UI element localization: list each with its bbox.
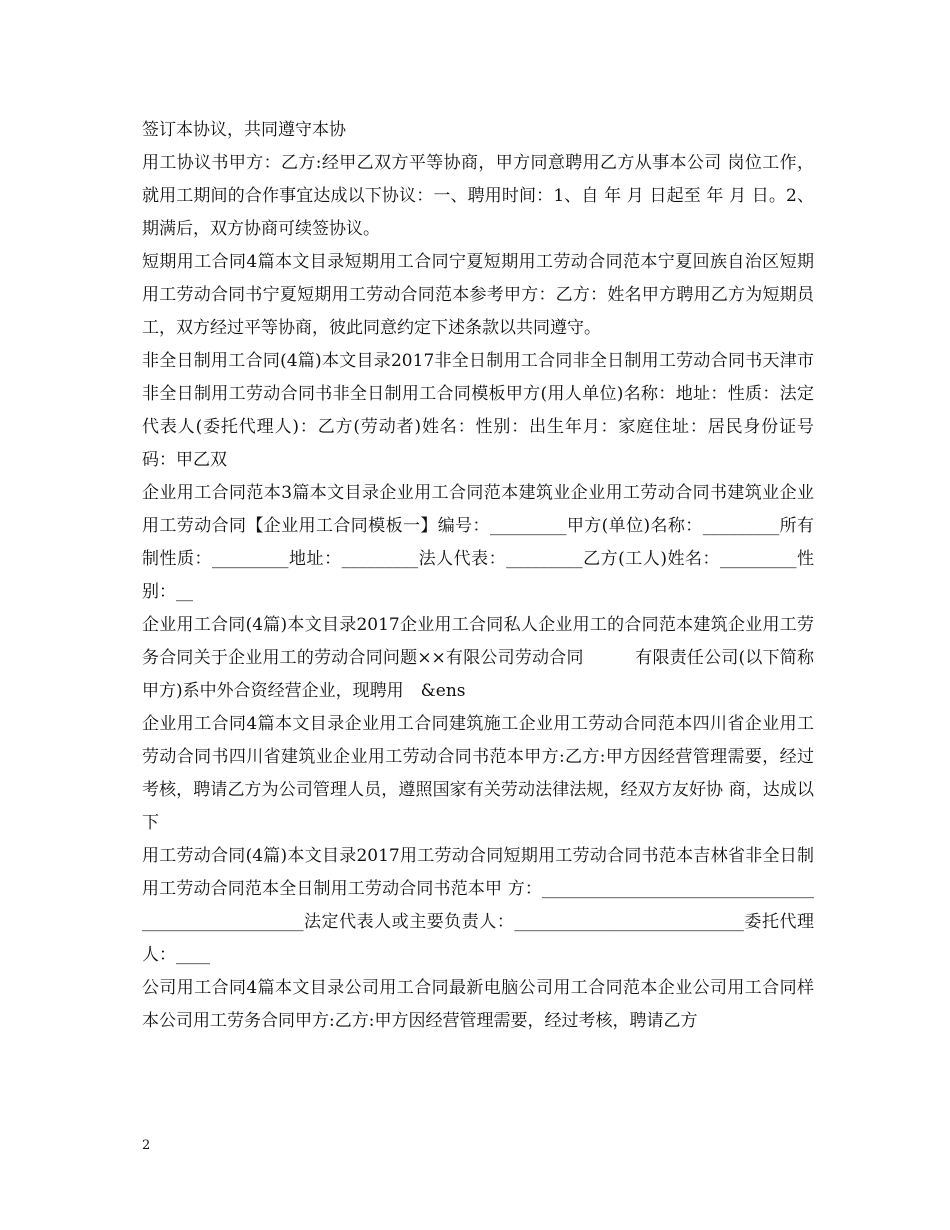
paragraph: 短期用工合同4篇本文目录短期用工合同宁夏短期用工劳动合同范本宁夏回族自治区短期用工劳动合同书宁夏短期用工劳动合同范本参考甲方：乙方：姓名甲方聘用乙方为短期员工，双方经过平等协商，彼此同意约定下述条款以共同遵守。 [142,252,814,338]
paragraph: 用工劳动合同(4篇)本文目录2017用工劳动合同短期用工劳动合同书范本吉林省非全日制用工劳动合同范本全日制用工劳动合同书范本甲 方：___________________________________________________法定代表人或主要负责人：___________________________委托代理人：____ [142,846,814,965]
paragraph: 公司用工合同4篇本文目录公司用工合同最新电脑公司用工合同范本企业公司用工合同样本公司用工劳务合同甲方:乙方:甲方因经营管理需要，经过考核，聘请乙方 [142,978,814,1031]
paragraph: 用工协议书甲方：乙方:经甲乙双方平等协商，甲方同意聘用乙方从事本公司 岗位工作，就用工期间的合作事宜达成以下协议：一、聘用时间：1、自 年 月 日起至 年 月 日。2、期满后，双方协商可续签协议。 [142,153,814,239]
document-body [142,114,814,1038]
paragraph: 签订本协议，共同遵守本协 [142,120,346,140]
paragraph: 非全日制用工合同(4篇)本文目录2017非全日制用工合同非全日制用工劳动合同书天津市非全日制用工劳动合同书非全日制用工合同模板甲方(用人单位)名称：地址：性质：法定代表人(委托代理人)：乙方(劳动者)姓名：性别：出生年月：家庭住址：居民身份证号码：甲乙双 [142,351,814,470]
paragraph: 企业用工合同(4篇)本文目录2017企业用工合同私人企业用工的合同范本建筑企业用工劳务合同关于企业用工的劳动合同问题××有限公司劳动合同 有限责任公司(以下简称甲方)系中外合资经营企业，现聘用 &ens [142,615,814,701]
page-number: 2 [142,1138,151,1153]
paragraph: 企业用工合同范本3篇本文目录企业用工合同范本建筑业企业用工劳动合同书建筑业企业用工劳动合同【企业用工合同模板一】编号：_________甲方(单位)名称：_________所有制性质：_________地址：_________法人代表：_________乙方(工人)姓名：_________性别：__ [142,483,814,602]
paragraph: 企业用工合同4篇本文目录企业用工合同建筑施工企业用工劳动合同范本四川省企业用工劳动合同书四川省建筑业企业用工劳动合同书范本甲方:乙方:甲方因经营管理需要，经过考核，聘请乙方为公司管理人员，遵照国家有关劳动法律法规，经双方友好协 商，达成以下 [142,714,814,833]
